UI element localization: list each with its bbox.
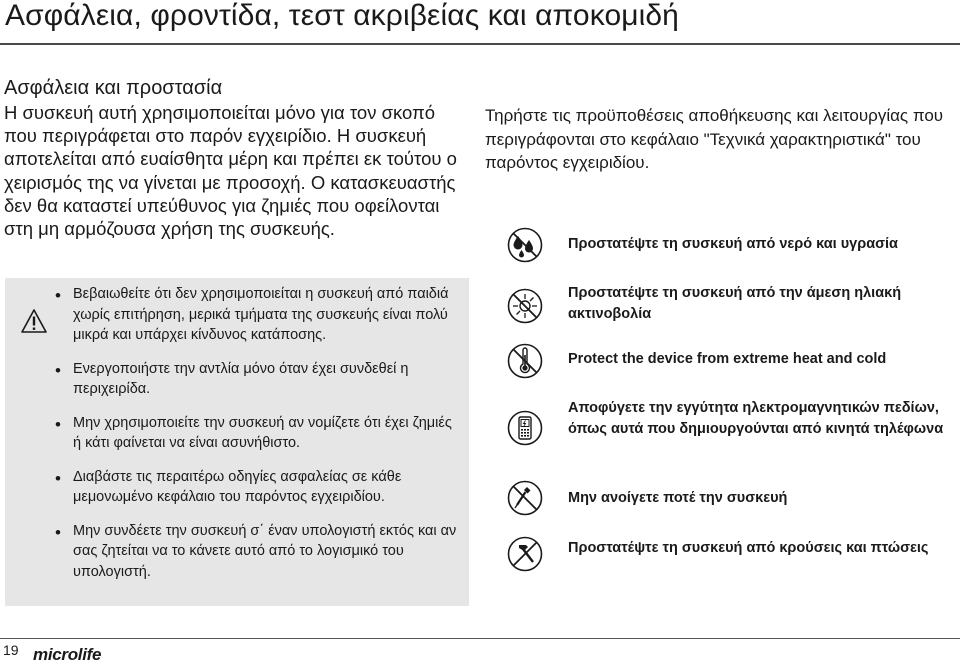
thermometer-icon	[507, 343, 543, 379]
protection-text: Προστατέψτε τη συσκευή από νερό και υγρασία	[568, 236, 898, 252]
protection-item-open	[495, 478, 955, 528]
protection-item-impact	[495, 538, 955, 588]
storage-note: Τηρήστε τις προϋποθέσεις αποθήκευσης και λειτουργίας που περιγράφονται στο κεφάλαιο "Τεχνικά χαρακτηριστικά" του παρόντος εγχειριδίου.	[485, 106, 944, 172]
page-title: Ασφάλεια, φροντίδα, τεστ ακριβείας και αποκομιδή	[5, 0, 679, 32]
safety-intro: Η συσκευή αυτή χρησιμοποιείται μόνο για τον σκοπό που περιγράφεται στο παρόν εγχειρίδιο. Η συσκευή αποτελείται από ευαίσθητα μέρη και πρέπει εκ τούτου ο χειρισμός της να γίνεται με προσοχή. Ο κατασκευαστής δεν θα καταστεί υπεύθυνος για ζημιές που οφείλονται στη μη αρμόζουσα χρήση της συσκευής.	[4, 102, 457, 240]
protection-text: Αποφύγετε την εγγύτητα ηλεκτρομαγνητικών πεδίων, όπως αυτά που δημιουργούνται από κινητά τηλέφωνα	[568, 400, 944, 437]
protection-text: Προστατέψτε τη συσκευή από την άμεση ηλιακή ακτινοβολία	[568, 285, 902, 322]
list-item: • Ενεργοποιήστε την αντλία μόνο όταν έχει συνδεθεί η περιχειρίδα.	[55, 359, 460, 400]
water-drops-icon	[507, 227, 543, 263]
protection-item-temperature	[495, 341, 955, 391]
list-item: • Βεβαιωθείτε ότι δεν χρησιμοποιείται η συσκευή από παιδιά χωρίς επιτήρηση, μερικά τμήματα της συσκευής είναι πολύ μικρά και υπάρχει κίνδυνος κατάποσης.	[55, 284, 460, 346]
page-number: 19	[3, 642, 19, 658]
title-divider	[0, 43, 960, 45]
safety-bullet-list	[55, 284, 460, 595]
mobile-phone-icon	[507, 410, 543, 446]
footer-divider	[0, 638, 960, 639]
list-item: • Μην χρησιμοποιείτε την συσκευή αν νομίζετε ότι έχει ζημιές ή κάτι φαίνεται να είναι ασυνήθιστο.	[55, 413, 460, 454]
sun-icon	[507, 288, 543, 324]
protection-text: Προστατέψτε τη συσκευή από κρούσεις και πτώσεις	[568, 540, 929, 556]
protection-item-sun	[495, 283, 955, 333]
protection-text: Μην ανοίγετε ποτέ την συσκευή	[568, 490, 788, 506]
screwdriver-icon	[507, 480, 543, 516]
hammer-icon	[507, 536, 543, 572]
list-item: • Μην συνδέετε την συσκευή σ΄ έναν υπολογιστή εκτός και αν σας ζητείται να το κάνετε αυτό από το λογισμικό του υπολογιστή.	[55, 521, 460, 583]
warning-triangle-icon	[20, 308, 48, 334]
brand-logo: microlife	[33, 645, 102, 664]
list-item: • Διαβάστε τις περαιτέρω οδηγίες ασφαλείας σε κάθε μεμονωμένο κεφάλαιο του παρόντος εγχειριδίου.	[55, 467, 460, 508]
safety-heading: Ασφάλεια και προστασία	[4, 77, 223, 99]
warning-box	[5, 278, 469, 606]
protection-item-emf	[495, 398, 955, 448]
protection-text: Protect the device from extreme heat and cold	[568, 351, 887, 367]
protection-item-water	[495, 226, 955, 276]
